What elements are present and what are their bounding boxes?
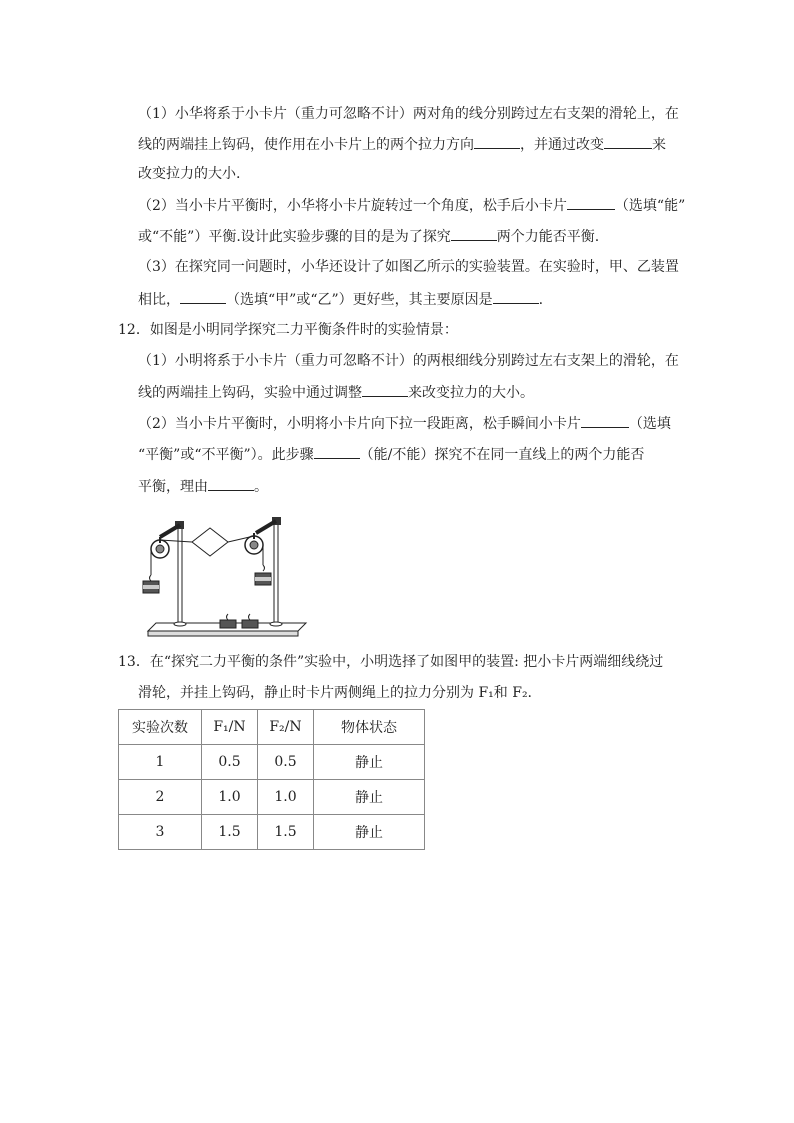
table-cell: 1.5 — [258, 815, 314, 850]
left-hook — [150, 575, 152, 581]
table-header-cell: F₁/N — [202, 710, 258, 745]
q12-part2-text-a: （2）当小卡片平衡时，小明将小卡片向下拉一段距离，松手瞬间小卡片 — [138, 416, 581, 432]
q12-part2-line3 — [138, 476, 268, 497]
q12-part1-line2 — [138, 382, 534, 403]
table-cell: 静止 — [314, 815, 425, 850]
q11-part2-line1 — [138, 195, 685, 216]
left-pole-foot — [174, 622, 186, 626]
left-pole — [178, 525, 182, 623]
table-cell: 1.5 — [202, 815, 258, 850]
q11-part1-line1: （1）小华将系于小卡片（重力可忽略不计）两对角的线分别跨过左右支架的滑轮上，在 — [138, 106, 679, 122]
q11-part3-line2 — [138, 289, 543, 310]
table-cell: 静止 — [314, 745, 425, 780]
q12-part2-text-c: “平衡”或“不平衡”）。此步骤 — [138, 447, 314, 463]
answer-blank[interactable] — [180, 289, 226, 304]
table-cell: 2 — [119, 780, 202, 815]
q11-part2-text-a: （2）当小卡片平衡时，小华将小卡片旋转过一个角度，松手后小卡片 — [138, 198, 567, 214]
board-weight-2 — [242, 620, 258, 628]
balance-apparatus-figure — [138, 513, 308, 643]
q12-part1-line1: （1）小明将系于小卡片（重力可忽略不计）的两根细线分别跨过左右支架上的滑轮，在 — [138, 353, 679, 369]
experiment-data-table — [118, 709, 425, 850]
small-card — [192, 528, 228, 556]
table-row — [119, 745, 425, 780]
right-weight-band — [255, 577, 271, 581]
table-cell: 0.5 — [202, 745, 258, 780]
table-row — [119, 815, 425, 850]
table-cell: 1 — [119, 745, 202, 780]
q13-line1: 13．在“探究二力平衡的条件”实验中，小明选择了如图甲的装置: 把小卡片两端细线绕过 — [118, 654, 664, 670]
q13-line2: 滑轮，并挂上钩码，静止时卡片两侧绳上的拉力分别为 F₁和 F₂. — [138, 685, 533, 701]
board-weight-1-hook — [227, 614, 229, 620]
right-pulley-hub — [250, 541, 258, 549]
q12-part2-text-f: 。 — [254, 479, 268, 495]
table-row — [119, 780, 425, 815]
left-weight-band — [143, 585, 159, 589]
right-hook — [263, 565, 265, 571]
answer-blank[interactable] — [451, 226, 497, 241]
table-cell: 静止 — [314, 780, 425, 815]
answer-blank[interactable] — [314, 444, 360, 459]
answer-blank[interactable] — [604, 134, 652, 149]
q12-part2-text-d: （能/不能）探究不在同一直线上的两个力能否 — [359, 447, 645, 463]
answer-blank[interactable] — [581, 413, 629, 428]
q11-part3-text-a: 相比， — [138, 292, 180, 308]
q11-part1-line2 — [138, 134, 666, 155]
q11-part1-text-a: 线的两端挂上钩码，使作用在小卡片上的两个拉力方向 — [138, 137, 474, 153]
q11-part2-text-b: （选填“能” — [614, 198, 686, 214]
table-cell: 3 — [119, 815, 202, 850]
q11-part2-text-d: 两个力能否平衡. — [496, 229, 600, 245]
table-header-cell: F₂/N — [258, 710, 314, 745]
table-cell: 0.5 — [258, 745, 314, 780]
q12-part2-text-b: （选填 — [628, 416, 671, 432]
answer-blank[interactable] — [362, 382, 408, 397]
base-board-front — [148, 631, 298, 636]
right-arm — [256, 521, 276, 533]
answer-blank[interactable] — [567, 195, 615, 210]
right-pole — [274, 521, 278, 623]
table-header-cell: 物体状态 — [314, 710, 425, 745]
answer-blank[interactable] — [474, 134, 520, 149]
q12-part2-text-e: 平衡，理由 — [138, 479, 208, 495]
q11-part3-text-b: （选填“甲”或“乙”）更好些，其主要原因是 — [226, 292, 493, 308]
q11-part1-text-c: 来 — [652, 137, 666, 153]
answer-blank[interactable] — [208, 476, 254, 491]
answer-blank[interactable] — [493, 289, 539, 304]
board-weight-2-hook — [249, 614, 251, 620]
q11-part1-text-b: ，并通过改变 — [520, 137, 604, 153]
table-cell: 1.0 — [202, 780, 258, 815]
q12-stem: 12．如图是小明同学探究二力平衡条件时的实验情景： — [118, 322, 458, 338]
q11-part3-line1: （3）在探究同一问题时，小华还设计了如图乙所示的实验装置。在实验时，甲、乙装置 — [138, 259, 679, 275]
q11-part2-text-c: 或“不能”）平衡.设计此实验步骤的目的是为了探究 — [138, 229, 451, 245]
q12-part1-text-a: 线的两端挂上钩码，实验中通过调整 — [138, 385, 362, 401]
q11-part3-text-c: . — [538, 292, 544, 308]
q12-part2-line1 — [138, 413, 671, 434]
table-header-row — [119, 710, 425, 745]
board-weight-1 — [220, 620, 236, 628]
q12-part2-line2 — [138, 444, 644, 465]
right-pole-foot — [270, 622, 282, 626]
left-arm — [160, 525, 180, 537]
q12-part1-text-b: 来改变拉力的大小。 — [408, 385, 534, 401]
table-cell: 1.0 — [258, 780, 314, 815]
table-header-cell: 实验次数 — [119, 710, 202, 745]
q11-part2-line2 — [138, 226, 599, 247]
left-pulley-hub — [156, 545, 164, 553]
q11-part1-line3: 改变拉力的大小. — [138, 166, 241, 182]
